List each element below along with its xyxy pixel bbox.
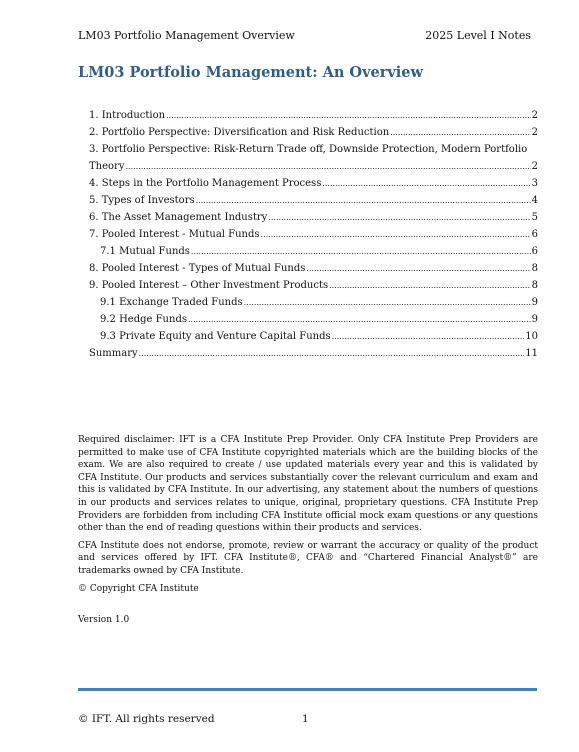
toc-entry-etf[interactable] [89, 294, 538, 311]
toc-entry-page: 2 [531, 161, 538, 172]
toc-entry-steps[interactable] [89, 175, 538, 192]
toc-entry-page: 2 [531, 127, 538, 138]
toc-entry-pooled-mutual[interactable] [89, 226, 538, 243]
toc-leader-dots [139, 345, 525, 362]
toc-entry-hedge-funds[interactable] [89, 311, 538, 328]
toc-leader-dots [188, 311, 531, 328]
copyright-notice: © Copyright CFA Institute [78, 584, 199, 594]
footer-page-number: 1 [302, 713, 309, 725]
page-header [78, 29, 531, 42]
toc-entry-page: 4 [531, 195, 538, 206]
toc-entry-page: 6 [531, 229, 538, 240]
toc-leader-dots [306, 260, 530, 277]
disclaimer-paragraph-prep-provider: Required disclaimer: IFT is a CFA Institute Prep Provider. Only CFA Institute Prep Providers are permitted to make use of CFA Institute copyrighted materials which are the building blocks of the exam. We are also required to create / use updated materials every year and this is validated by CFA Institute. Our products and services substantially cover the relevant curriculum and exam and this is validated by CFA Institute. In our advertising, any statement about the numbers of questions in our products and services relates to unique, original, proprietary questions. CFA Institute Prep Providers are forbidden from including CFA Institute official mock exam questions or any questions other than the end of reading questions within their products and services. [78, 435, 538, 534]
toc-leader-dots [166, 107, 531, 124]
toc-entry-page: 8 [531, 263, 538, 274]
toc-entry-label-line1: 3. Portfolio Perspective: Risk-Return Trade off, Downside Protection, Modern Portfolio [89, 144, 528, 155]
toc-entry-page: 2 [531, 110, 538, 121]
toc-entry-page: 8 [531, 280, 538, 291]
footer-rights: © IFT. All rights reserved [78, 713, 215, 725]
toc-leader-dots [322, 175, 530, 192]
toc-entry-summary[interactable] [89, 345, 538, 362]
toc-leader-dots [268, 209, 530, 226]
version-label: Version 1.0 [78, 615, 130, 625]
toc-entry-page: 6 [531, 246, 538, 257]
toc-leader-dots [244, 294, 531, 311]
toc-entry-page: 11 [525, 348, 538, 359]
header-document-title: LM03 Portfolio Management Overview [78, 29, 295, 42]
toc-entry-page: 10 [525, 331, 538, 342]
toc-entry-label: 6. The Asset Management Industry [89, 212, 268, 223]
toc-entry-introduction[interactable] [89, 107, 538, 124]
table-of-contents [89, 107, 538, 362]
toc-entry-page: 3 [531, 178, 538, 189]
toc-entry-risk-return[interactable] [89, 141, 538, 175]
toc-entry-label: 9.1 Exchange Traded Funds [100, 297, 243, 308]
disclaimer-paragraph-trademarks: CFA Institute does not endorse, promote, review or warrant the accuracy or quality of the product and services offered by IFT. CFA Institute®, CFA® and “Chartered Financial Analyst®” are trademarks owned by CFA Institute. [78, 540, 538, 576]
toc-entry-types-mutual[interactable] [89, 260, 538, 277]
toc-entry-mutual-funds[interactable] [89, 243, 538, 260]
toc-leader-dots [332, 328, 525, 345]
toc-leader-dots [196, 192, 531, 209]
toc-entry-label: 5. Types of Investors [89, 195, 195, 206]
page-title: LM03 Portfolio Management: An Overview [78, 64, 423, 81]
toc-entry-label: 9.2 Hedge Funds [100, 314, 187, 325]
toc-entry-label: Summary [89, 348, 138, 359]
toc-entry-page: 9 [531, 297, 538, 308]
toc-leader-dots [261, 226, 531, 243]
toc-entry-diversification[interactable] [89, 124, 538, 141]
toc-entry-label: 4. Steps in the Portfolio Management Process [89, 178, 322, 189]
toc-entry-label: 9.3 Private Equity and Venture Capital Funds [100, 331, 331, 342]
toc-leader-dots [390, 124, 530, 141]
disclaimer-block [78, 434, 538, 583]
toc-entry-page: 5 [531, 212, 538, 223]
toc-leader-dots [329, 277, 531, 294]
toc-leader-dots [125, 158, 530, 175]
toc-entry-label: 7.1 Mutual Funds [100, 246, 190, 257]
toc-entry-page: 9 [531, 314, 538, 325]
toc-entry-types-of-investors[interactable] [89, 192, 538, 209]
toc-entry-private-equity[interactable] [89, 328, 538, 345]
footer-divider [78, 688, 537, 691]
toc-entry-label: 9. Pooled Interest – Other Investment Products [89, 280, 329, 291]
header-edition: 2025 Level I Notes [425, 29, 531, 42]
toc-entry-label: 7. Pooled Interest - Mutual Funds [89, 229, 260, 240]
toc-entry-label: 1. Introduction [89, 110, 166, 121]
toc-entry-asset-management[interactable] [89, 209, 538, 226]
toc-entry-other-products[interactable] [89, 277, 538, 294]
toc-leader-dots [191, 243, 531, 260]
toc-entry-label: Theory [89, 161, 125, 172]
toc-entry-label: 8. Pooled Interest - Types of Mutual Funds [89, 263, 306, 274]
toc-entry-label: 2. Portfolio Perspective: Diversification and Risk Reduction [89, 127, 390, 138]
